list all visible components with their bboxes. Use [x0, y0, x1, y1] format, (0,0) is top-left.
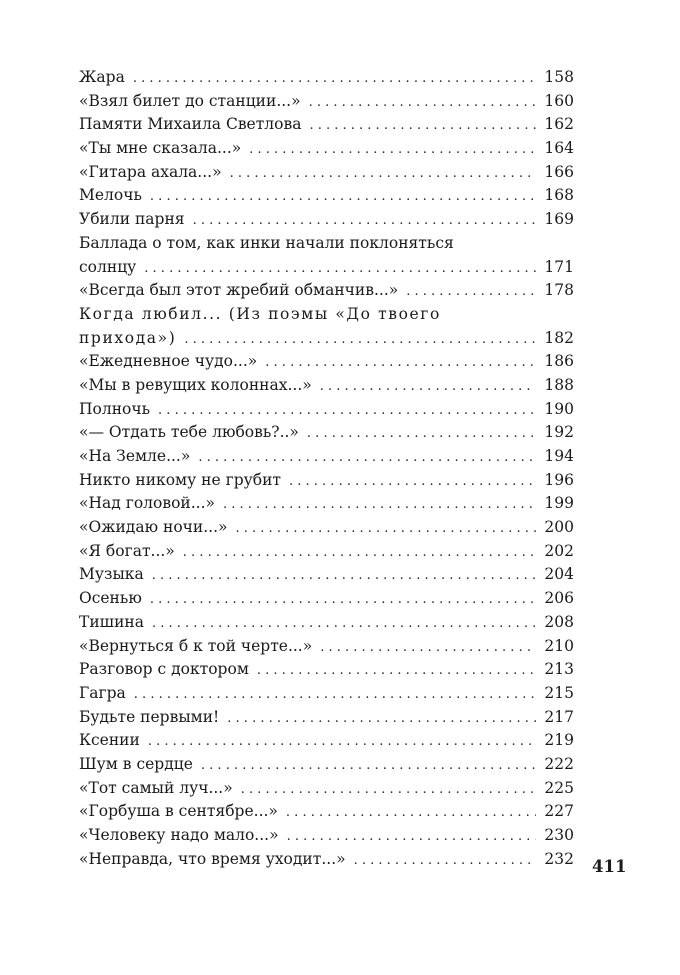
- dot-leader: [183, 541, 536, 565]
- toc-entry-page: 210: [544, 636, 574, 655]
- toc-entry: [79, 587, 574, 611]
- toc-entry: [79, 540, 574, 564]
- toc-entry-title: «На Земле...»: [79, 447, 191, 466]
- toc-entry-page: 202: [544, 541, 574, 560]
- toc-entry-title: Памяти Михаила Светлова: [79, 115, 302, 134]
- toc-entry-page: 222: [544, 754, 574, 773]
- toc-entry-title-line1: Когда любил... (Из поэмы «До твоего: [79, 304, 441, 323]
- toc-entry-page: 196: [544, 470, 574, 489]
- toc-entry-page: 178: [544, 281, 574, 300]
- dot-leader: [307, 422, 536, 446]
- toc-entry: [79, 161, 574, 185]
- toc-entry-page: 188: [544, 375, 574, 394]
- dot-leader: [309, 91, 536, 115]
- page-number: 411: [592, 857, 627, 876]
- toc-entry-page: 225: [544, 778, 574, 797]
- toc-entry-title: прихода»): [79, 328, 177, 347]
- toc-entry-page: 227: [544, 802, 574, 821]
- toc-entry-title: «Ежедневное чудо...»: [79, 352, 258, 371]
- dot-leader: [134, 683, 536, 707]
- toc-entry-title: «Я богат...»: [79, 541, 175, 560]
- toc-entry: [79, 563, 574, 587]
- toc-entry: [79, 753, 574, 777]
- toc-entry-title: «Взял билет до станции...»: [79, 91, 301, 110]
- dot-leader: [289, 470, 536, 494]
- toc-entry-title: «— Отдать тебе любовь?..»: [79, 423, 299, 442]
- toc-entry-page: 162: [544, 115, 574, 134]
- dot-leader: [354, 849, 536, 873]
- toc-entry-page: 194: [544, 447, 574, 466]
- toc-entry-title: Музыка: [79, 565, 144, 584]
- toc-entry-page: 206: [544, 589, 574, 608]
- toc-entry-title: «Ты мне сказала...»: [79, 139, 242, 158]
- table-of-contents: [79, 66, 574, 871]
- toc-entry-title: Ксении: [79, 731, 140, 750]
- dot-leader: [158, 399, 536, 423]
- toc-entry: [79, 848, 574, 872]
- toc-entry: [79, 729, 574, 753]
- toc-entry: [79, 824, 574, 848]
- toc-entry-title: Разговор с доктором: [79, 660, 249, 679]
- toc-entry: [79, 303, 574, 350]
- toc-entry: [79, 777, 574, 801]
- toc-entry-title: «Над головой...»: [79, 494, 215, 513]
- toc-entry-page: 204: [544, 565, 574, 584]
- dot-leader: [230, 162, 536, 186]
- toc-entry-page: 164: [544, 139, 574, 158]
- toc-entry: [79, 635, 574, 659]
- dot-leader: [133, 67, 536, 91]
- dot-leader: [184, 328, 536, 352]
- dot-leader: [406, 280, 536, 304]
- toc-entry-page: 230: [544, 826, 574, 845]
- toc-entry: [79, 350, 574, 374]
- toc-entry-title: «Ожидаю ночи...»: [79, 518, 228, 537]
- dot-leader: [152, 612, 536, 636]
- dot-leader: [286, 801, 536, 825]
- toc-entry-page: 166: [544, 162, 574, 181]
- toc-entry-page: 186: [544, 352, 574, 371]
- dot-leader: [309, 114, 536, 138]
- toc-entry-page: 217: [544, 707, 574, 726]
- dot-leader: [241, 778, 536, 802]
- dot-leader: [223, 493, 536, 517]
- dot-leader: [236, 517, 537, 541]
- toc-entry: [79, 398, 574, 422]
- dot-leader: [193, 209, 536, 233]
- toc-entry: [79, 658, 574, 682]
- toc-entry-title: Шум в сердце: [79, 754, 193, 773]
- toc-entry-page: 208: [544, 612, 574, 631]
- toc-entry-page: 232: [544, 849, 574, 868]
- toc-entry: [79, 421, 574, 445]
- dot-leader: [287, 825, 536, 849]
- toc-entry: [79, 445, 574, 469]
- toc-entry-title: Мелочь: [79, 186, 142, 205]
- dot-leader: [249, 138, 536, 162]
- toc-entry-page: 192: [544, 423, 574, 442]
- toc-entry-page: 160: [544, 91, 574, 110]
- dot-leader: [320, 375, 536, 399]
- toc-entry-page: 171: [544, 257, 574, 276]
- toc-entry: [79, 374, 574, 398]
- toc-entry-title: «Человеку надо мало...»: [79, 826, 279, 845]
- toc-entry-page: 168: [544, 186, 574, 205]
- dot-leader: [148, 730, 536, 754]
- dot-leader: [150, 185, 536, 209]
- toc-entry-title: «Мы в ревущих колоннах...»: [79, 375, 312, 394]
- toc-entry: [79, 137, 574, 161]
- dot-leader: [152, 564, 536, 588]
- dot-leader: [257, 659, 536, 683]
- toc-entry: [79, 682, 574, 706]
- toc-entry-title: Осенью: [79, 589, 142, 608]
- dot-leader: [144, 257, 536, 281]
- toc-entry-page: 190: [544, 399, 574, 418]
- toc-entry: [79, 800, 574, 824]
- toc-entry-page: 182: [544, 328, 574, 347]
- toc-entry-title-line1: Баллада о том, как инки начали поклоняться: [79, 233, 454, 252]
- dot-leader: [320, 636, 536, 660]
- toc-entry-page: 219: [544, 731, 574, 750]
- toc-entry-page: 199: [544, 494, 574, 513]
- toc-entry: [79, 66, 574, 90]
- toc-entry-page: 158: [544, 68, 574, 86]
- dot-leader: [265, 351, 536, 375]
- toc-entry-page: 215: [544, 683, 574, 702]
- toc-entry: [79, 90, 574, 114]
- toc-entry-title: Гагра: [79, 683, 126, 702]
- toc-entry-title: Убили парня: [79, 210, 185, 229]
- toc-entry: [79, 611, 574, 635]
- toc-entry-page: 213: [544, 660, 574, 679]
- dot-leader: [150, 588, 536, 612]
- toc-entry-title: солнцу: [79, 257, 137, 276]
- toc-entry: [79, 208, 574, 232]
- dot-leader: [198, 446, 536, 470]
- toc-entry-title: «Вернуться б к той черте...»: [79, 636, 313, 655]
- toc-entry: [79, 279, 574, 303]
- toc-entry: [79, 516, 574, 540]
- toc-entry: [79, 492, 574, 516]
- dot-leader: [227, 707, 536, 731]
- toc-entry-title: Жара: [79, 68, 125, 86]
- toc-entry: [79, 113, 574, 137]
- toc-entry-title: «Тот самый луч...»: [79, 778, 233, 797]
- toc-entry-page: 200: [544, 518, 574, 537]
- dot-leader: [201, 754, 536, 778]
- toc-entry: [79, 184, 574, 208]
- toc-entry: [79, 469, 574, 493]
- toc-entry-title: «Горбуша в сентябре...»: [79, 802, 278, 821]
- toc-entry: [79, 232, 574, 279]
- toc-entry-title: Тишина: [79, 612, 144, 631]
- toc-entry-title: Будьте первыми!: [79, 707, 220, 726]
- toc-entry: [79, 706, 574, 730]
- toc-entry-title: «Гитара ахала...»: [79, 162, 222, 181]
- toc-entry-title: Никто никому не грубит: [79, 470, 281, 489]
- toc-entry-title: «Неправда, что время уходит...»: [79, 849, 346, 868]
- toc-entry-page: 169: [544, 210, 574, 229]
- toc-entry-title: Полночь: [79, 399, 151, 418]
- toc-entry-title: «Всегда был этот жребий обманчив...»: [79, 281, 399, 300]
